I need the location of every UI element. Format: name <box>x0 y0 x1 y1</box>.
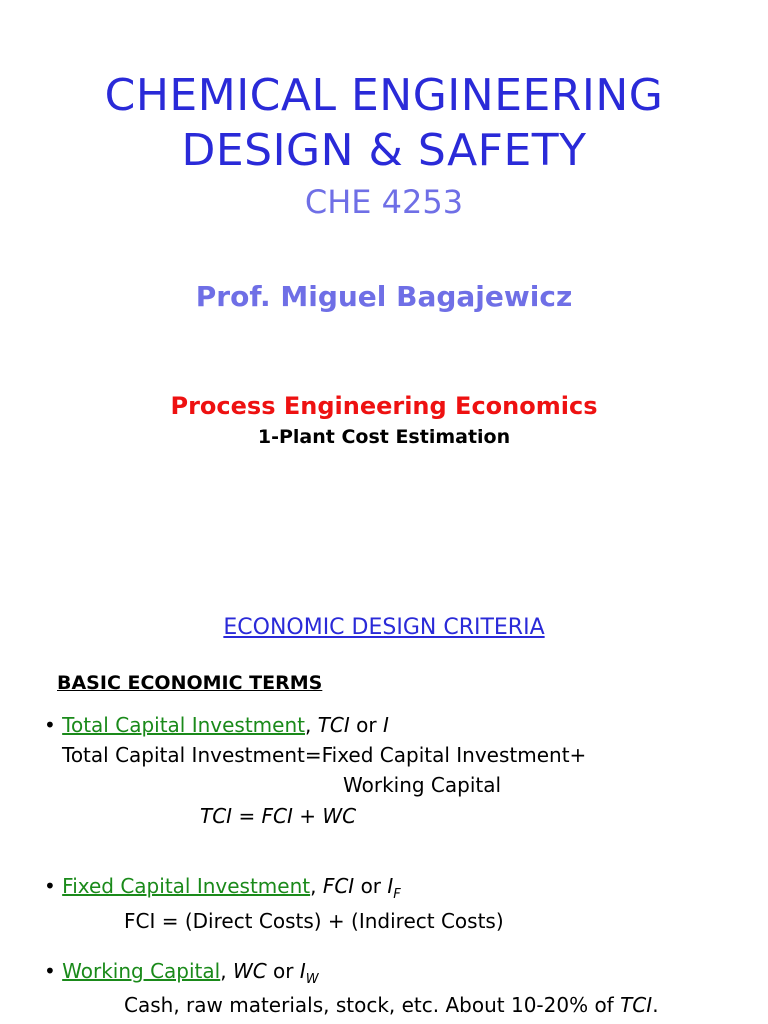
term-abbr: FCI <box>322 874 355 898</box>
term-symbol: I <box>383 713 389 737</box>
bullet: • <box>44 713 56 737</box>
bullet: • <box>44 959 56 983</box>
term-sep: , <box>220 959 227 983</box>
section-title: Process Engineering Economics <box>170 392 598 420</box>
title-line-1: CHEMICAL ENGINEERING <box>104 70 664 121</box>
term-total-capital-investment <box>44 711 389 739</box>
term-definition: FCI = (Direct Costs) + (Indirect Costs) <box>124 909 504 933</box>
term-or: or <box>360 874 382 898</box>
term-sep: , <box>305 713 312 737</box>
professor-name: Prof. Miguel Bagajewicz <box>195 280 573 313</box>
definition-suffix: . <box>652 993 659 1017</box>
section-subtitle: 1-Plant Cost Estimation <box>257 426 511 448</box>
criteria-heading <box>0 613 768 643</box>
term-symbol-subscript: F <box>393 887 401 902</box>
term-abbr: WC <box>232 959 267 983</box>
term-or: or <box>356 713 377 737</box>
title-line-2: DESIGN & SAFETY <box>181 125 587 176</box>
term-name: Working Capital <box>62 959 221 983</box>
course-code: CHE 4253 <box>304 183 464 221</box>
term-symbol: I <box>387 874 394 898</box>
term-symbol-subscript: W <box>305 972 319 987</box>
term-name: Total Capital Investment <box>62 713 305 737</box>
definition-abbr: TCI <box>620 993 653 1017</box>
term-fixed-capital-investment <box>44 872 401 909</box>
term-name: Fixed Capital Investment <box>62 874 311 898</box>
term-equation: TCI = FCI + WC <box>200 804 357 828</box>
basic-terms-heading: BASIC ECONOMIC TERMS <box>57 672 323 694</box>
criteria-heading-text: ECONOMIC DESIGN CRITERIA <box>223 615 545 640</box>
definition-prefix: Cash, raw materials, stock, etc. About 10-20% of <box>124 993 614 1017</box>
term-definition-line-1: Total Capital Investment=Fixed Capital Investment+ <box>62 743 587 767</box>
term-working-capital <box>44 957 319 994</box>
term-or: or <box>273 959 294 983</box>
term-sep: , <box>310 874 317 898</box>
term-abbr: TCI <box>317 713 350 737</box>
term-definition-line-2: Working Capital <box>343 773 502 797</box>
term-symbol: I <box>299 959 306 983</box>
bullet: • <box>44 874 56 898</box>
term-definition <box>124 991 659 1019</box>
